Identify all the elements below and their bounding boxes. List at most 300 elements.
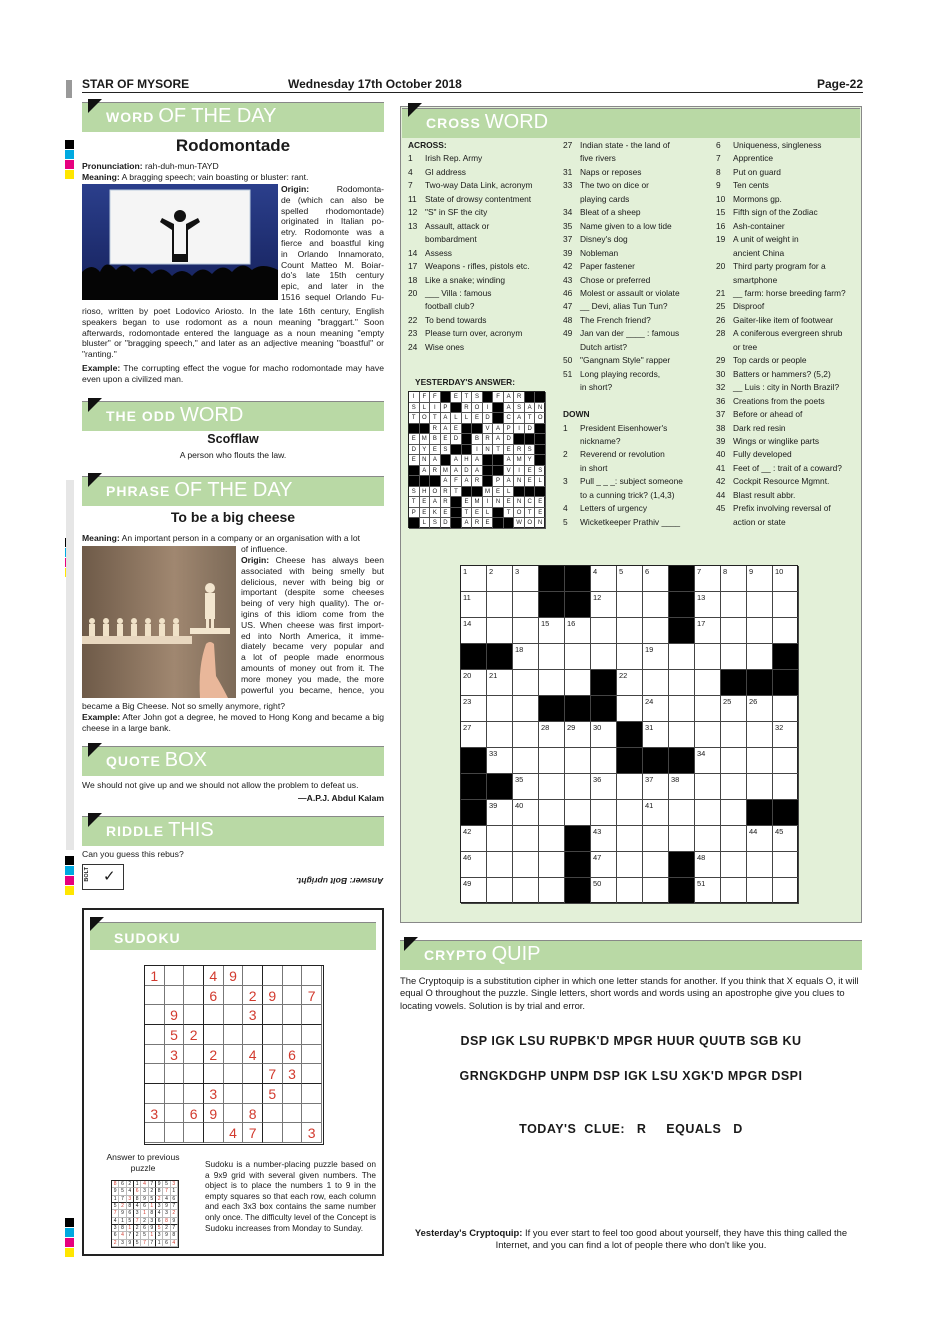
grid-cell[interactable] [539,800,565,826]
grid-cell[interactable] [513,670,539,696]
grid-cell[interactable] [669,826,695,852]
grid-cell[interactable]: 42 [461,826,487,852]
clue-row [408,287,560,300]
grid-cell[interactable] [669,644,695,670]
grid-cell[interactable] [617,696,643,722]
grid-block [409,466,420,477]
grid-cell[interactable] [721,748,747,774]
grid-cell[interactable] [773,774,799,800]
grid-cell[interactable]: 31 [643,722,669,748]
answer-cell: T [409,497,420,508]
grid-cell[interactable] [721,722,747,748]
clue-row [408,274,560,287]
sudoku-cell[interactable] [302,966,322,986]
grid-cell[interactable] [669,800,695,826]
clue-text: Mormons gp. [733,193,782,204]
grid-cell[interactable] [695,722,721,748]
clue-text: playing cards [580,193,630,204]
sudoku-cell[interactable] [145,1084,165,1104]
clue-text: Letters of urgency [580,503,648,514]
grid-cell[interactable] [565,644,591,670]
grid-cell[interactable] [773,618,799,644]
sudoku-cell[interactable]: 3 [145,1104,165,1124]
grid-cell[interactable]: 33 [487,748,513,774]
grid-cell[interactable]: 45 [773,826,799,852]
sudoku-cell[interactable]: 6 [204,986,224,1006]
grid-cell[interactable] [721,618,747,644]
sudoku-answer-cell: 3 [134,1210,141,1217]
answer-cell: R [483,434,494,445]
sudoku-cell[interactable] [283,1025,303,1045]
sudoku-cell[interactable] [224,1005,244,1025]
sudoku-cell[interactable] [302,1064,322,1084]
sudoku-cell[interactable] [243,1084,263,1104]
sudoku-cell[interactable]: 3 [302,1123,322,1143]
clue-number: 20 [716,261,726,272]
sudoku-cell[interactable] [204,1123,224,1143]
grid-cell[interactable] [487,696,513,722]
sudoku-cell[interactable]: 9 [224,966,244,986]
answer-cell: O [514,508,525,519]
clue-number: 8 [716,166,721,177]
answer-cell: N [493,497,504,508]
grid-cell[interactable]: 22 [617,670,643,696]
grid-cell[interactable]: 12 [591,592,617,618]
grid-cell[interactable] [747,644,773,670]
clue-text: in short? [580,382,613,393]
grid-cell[interactable] [513,618,539,644]
grid-block [493,466,504,477]
sudoku-cell[interactable] [243,1064,263,1084]
grid-cell[interactable]: 26 [747,696,773,722]
grid-cell[interactable]: 17 [695,618,721,644]
grid-cell[interactable]: 25 [721,696,747,722]
grid-cell[interactable] [773,878,799,904]
sudoku-answer-cell: 2 [112,1240,119,1247]
sudoku-answer-cell: 5 [134,1240,141,1247]
grid-cell[interactable] [617,644,643,670]
answer-cell: R [514,445,525,456]
sudoku-cell[interactable] [263,1025,283,1045]
answer-cell: F [430,392,441,403]
text-line: Count Matteo M. Boiar- [281,259,384,270]
grid-block [669,852,695,878]
grid-cell[interactable] [773,592,799,618]
sudoku-answer-grid [111,1180,179,1248]
sudoku-answer-caption: Answer to previous puzzle [106,1152,180,1173]
grid-cell[interactable]: 30 [591,722,617,748]
grid-cell[interactable] [669,670,695,696]
answer-cell: S [472,392,483,403]
sudoku-cell[interactable] [145,1025,165,1045]
sudoku-cell[interactable] [263,1005,283,1025]
sudoku-cell[interactable] [224,1104,244,1124]
grid-cell[interactable]: 19 [643,644,669,670]
sudoku-cell[interactable] [145,1123,165,1143]
grid-cell[interactable] [565,748,591,774]
grid-cell[interactable] [539,826,565,852]
grid-cell[interactable]: 44 [747,826,773,852]
clue-text: A coniferous evergreen shrub [733,328,843,339]
grid-cell[interactable] [695,774,721,800]
sudoku-cell[interactable]: 3 [283,1064,303,1084]
sudoku-cell[interactable]: 7 [243,1123,263,1143]
sudoku-cell[interactable] [224,1025,244,1045]
sudoku-cell[interactable] [302,1025,322,1045]
grid-cell[interactable]: 38 [669,774,695,800]
answer-cell: A [514,413,525,424]
grid-cell[interactable] [513,592,539,618]
sudoku-cell[interactable] [145,1064,165,1084]
grid-cell[interactable] [513,826,539,852]
sudoku-cell[interactable] [184,966,204,986]
grid-cell[interactable] [721,800,747,826]
grid-cell[interactable]: 34 [695,748,721,774]
grid-block [493,413,504,424]
grid-cell[interactable] [643,826,669,852]
grid-cell[interactable]: 13 [695,592,721,618]
clue-text: or tree [733,341,758,352]
sudoku-cell[interactable] [165,1123,185,1143]
clue-number: 44 [716,489,726,500]
grid-cell[interactable] [487,722,513,748]
clue-row [716,502,862,515]
answer-cell: N [514,497,525,508]
grid-cell[interactable]: 37 [643,774,669,800]
grid-cell[interactable] [721,826,747,852]
answer-cell: E [451,424,462,435]
grid-cell[interactable] [617,618,643,644]
grid-cell[interactable] [695,826,721,852]
sudoku-cell[interactable]: 3 [243,1005,263,1025]
sudoku-cell[interactable] [243,966,263,986]
clue-number: 43 [563,274,573,285]
grid-cell[interactable] [669,696,695,722]
grid-cell[interactable]: 49 [461,878,487,904]
sudoku-cell[interactable]: 9 [165,1005,185,1025]
sudoku-cell[interactable] [145,986,165,1006]
grid-cell[interactable]: 8 [721,566,747,592]
cryptoquip-line1: DSP IGK LSU RUPBK'D MPGR HUUR QUUTB SGB KU [460,1034,802,1048]
sudoku-cell[interactable]: 3 [165,1045,185,1065]
grid-cell[interactable] [695,696,721,722]
clue-row [716,300,862,313]
answer-cell: L [420,518,431,529]
answer-cell: T [525,508,536,519]
grid-cell[interactable]: 18 [513,644,539,670]
sudoku-cell[interactable] [263,1104,283,1124]
grid-block [451,508,462,519]
grid-cell[interactable]: 16 [565,618,591,644]
grid-cell[interactable] [539,748,565,774]
sudoku-cell[interactable] [184,1045,204,1065]
grid-block [535,487,546,498]
grid-cell[interactable] [617,774,643,800]
grid-cell[interactable] [747,748,773,774]
sudoku-cell[interactable]: 9 [263,986,283,1006]
clue-text: A unit of weight in [733,234,799,245]
sudoku-cell[interactable]: 5 [263,1084,283,1104]
sudoku-cell[interactable] [263,1045,283,1065]
grid-cell[interactable] [513,696,539,722]
sudoku-cell[interactable] [302,1084,322,1104]
grid-cell[interactable] [617,800,643,826]
grid-cell[interactable]: 7 [695,566,721,592]
clue-text: GI address [425,166,466,177]
answer-cell: T [462,508,473,519]
grid-cell[interactable]: 11 [461,592,487,618]
sudoku-cell[interactable] [184,1084,204,1104]
grid-cell[interactable]: 36 [591,774,617,800]
grid-cell[interactable]: 2 [487,566,513,592]
clue-number: 7 [408,180,413,191]
clue-row [408,179,560,192]
grid-cell[interactable]: 1 [461,566,487,592]
grid-cell[interactable]: 3 [513,566,539,592]
sudoku-cell[interactable]: 7 [263,1064,283,1084]
grid-cell[interactable]: 50 [591,878,617,904]
sudoku-cell[interactable]: 6 [283,1045,303,1065]
odd-word: Scofflaw [207,432,259,446]
grid-cell[interactable] [591,800,617,826]
sudoku-cell[interactable] [283,966,303,986]
sudoku-cell[interactable] [302,1045,322,1065]
grid-cell[interactable] [721,644,747,670]
grid-cell[interactable] [565,800,591,826]
clue-row [563,179,715,192]
grid-cell[interactable] [721,592,747,618]
sudoku-cell[interactable]: 7 [302,986,322,1006]
grid-block [535,392,546,403]
sudoku-answer-cell: 9 [119,1210,126,1217]
grid-cell[interactable] [643,670,669,696]
grid-cell[interactable]: 51 [695,878,721,904]
clue-number: 33 [563,180,573,191]
grid-cell[interactable] [617,878,643,904]
sudoku-cell[interactable] [224,1045,244,1065]
clue-number: 1 [408,153,413,164]
sudoku-cell[interactable] [302,1104,322,1124]
sudoku-cell[interactable] [283,1104,303,1124]
grid-cell[interactable]: 43 [591,826,617,852]
grid-cell[interactable] [487,592,513,618]
sudoku-answer-cell: 1 [156,1240,163,1247]
grid-cell[interactable] [747,852,773,878]
sudoku-cell[interactable] [243,1025,263,1045]
clue-text: "S" in SF the city [425,207,488,218]
clue-number: 51 [563,368,573,379]
grid-cell[interactable]: 15 [539,618,565,644]
grid-cell[interactable] [539,878,565,904]
grid-cell[interactable] [643,852,669,878]
grid-cell[interactable] [669,722,695,748]
grid-cell[interactable] [747,722,773,748]
grid-cell[interactable] [539,774,565,800]
grid-cell[interactable]: 32 [773,722,799,748]
grid-cell[interactable] [695,800,721,826]
grid-cell[interactable] [591,644,617,670]
grid-cell[interactable] [721,878,747,904]
grid-cell[interactable] [487,618,513,644]
sudoku-cell[interactable] [165,1104,185,1124]
sudoku-cell[interactable] [224,1064,244,1084]
sudoku-cell[interactable] [224,986,244,1006]
grid-cell[interactable] [591,618,617,644]
grid-cell[interactable] [747,618,773,644]
sudoku-cell[interactable] [283,986,303,1006]
sudoku-cell[interactable] [204,1064,224,1084]
cryptoquip-banner: CRYPTO QUIP [400,940,862,970]
clue-number: 34 [563,207,573,218]
grid-cell[interactable]: 46 [461,852,487,878]
answer-cell: B [472,434,483,445]
sudoku-cell[interactable]: 1 [145,966,165,986]
grid-cell[interactable] [747,592,773,618]
clue-text: Wings or winglike parts [733,435,820,446]
sudoku-cell[interactable] [165,1084,185,1104]
grid-cell[interactable] [617,852,643,878]
grid-cell[interactable]: 5 [617,566,643,592]
sudoku-cell[interactable] [165,986,185,1006]
sudoku-cell[interactable] [263,966,283,986]
grid-cell[interactable]: 10 [773,566,799,592]
yesterday-answer-grid [408,391,545,528]
grid-cell[interactable]: 20 [461,670,487,696]
answer-cell: E [535,508,546,519]
grid-cell[interactable] [539,644,565,670]
grid-cell[interactable]: 6 [643,566,669,592]
grid-cell[interactable]: 40 [513,800,539,826]
header-edge-mark [66,80,72,98]
sudoku-cell[interactable]: 3 [204,1084,224,1104]
sudoku-cell[interactable] [263,1123,283,1143]
grid-cell[interactable] [539,670,565,696]
sudoku-cell[interactable] [283,1005,303,1025]
sudoku-answer-cell: 2 [134,1225,141,1232]
sudoku-cell[interactable] [184,1123,204,1143]
grid-cell[interactable] [695,644,721,670]
sudoku-cell[interactable]: 5 [165,1025,185,1045]
clue-text: Top cards or people [733,355,807,366]
clue-row [408,247,560,260]
sudoku-cell[interactable]: 4 [224,1123,244,1143]
grid-cell[interactable] [721,852,747,878]
sudoku-cell[interactable] [204,1005,224,1025]
grid-cell[interactable] [773,696,799,722]
grid-cell[interactable]: 48 [695,852,721,878]
grid-cell[interactable] [773,748,799,774]
grid-cell[interactable]: 35 [513,774,539,800]
grid-cell[interactable]: 14 [461,618,487,644]
sudoku-cell[interactable] [283,1123,303,1143]
grid-cell[interactable]: 28 [539,722,565,748]
grid-cell[interactable]: 39 [487,800,513,826]
sudoku-cell[interactable] [184,1005,204,1025]
phrase: To be a big cheese [170,509,296,525]
grid-cell[interactable]: 9 [747,566,773,592]
grid-cell[interactable] [513,878,539,904]
sudoku-cell[interactable]: 9 [204,1104,224,1124]
grid-block [420,476,431,487]
sudoku-cell[interactable] [184,986,204,1006]
sudoku-answer-cell: 7 [112,1210,119,1217]
sudoku-cell[interactable]: 8 [243,1104,263,1124]
grid-cell[interactable]: 21 [487,670,513,696]
grid-cell[interactable] [487,878,513,904]
color-bar-swatch [65,150,74,159]
clue-text: Assault, attack or [425,220,490,231]
grid-cell[interactable] [513,722,539,748]
grid-cell[interactable]: 29 [565,722,591,748]
sudoku-cell[interactable] [145,1045,165,1065]
grid-cell[interactable] [617,826,643,852]
sudoku-cell[interactable] [224,1084,244,1104]
grid-cell[interactable]: 41 [643,800,669,826]
grid-cell[interactable] [487,852,513,878]
grid-cell[interactable] [643,878,669,904]
sudoku-answer-cell: 9 [163,1232,170,1239]
grid-block [669,878,695,904]
grid-cell[interactable] [565,670,591,696]
sudoku-cell[interactable] [204,1025,224,1045]
answer-cell: I [430,403,441,414]
sudoku-answer-cell: 4 [119,1232,126,1239]
grid-cell[interactable] [747,774,773,800]
sudoku-cell[interactable]: 6 [184,1104,204,1124]
grid-cell[interactable]: 23 [461,696,487,722]
grid-cell[interactable]: 24 [643,696,669,722]
grid-cell[interactable] [773,852,799,878]
grid-block [539,566,565,592]
sudoku-answer-cell: 6 [127,1210,134,1217]
grid-cell[interactable] [539,852,565,878]
answer-cell: E [409,455,420,466]
sudoku-cell[interactable]: 2 [204,1045,224,1065]
yesterday-answer-label: YESTERDAY'S ANSWER: [415,377,516,387]
answer-cell: R [430,424,441,435]
sudoku-cell[interactable] [165,1064,185,1084]
sudoku-cell[interactable] [165,966,185,986]
sudoku-cell[interactable]: 4 [204,966,224,986]
sudoku-cell[interactable]: 2 [184,1025,204,1045]
grid-cell[interactable]: 27 [461,722,487,748]
sudoku-cell[interactable] [145,1005,165,1025]
sudoku-cell[interactable]: 2 [243,986,263,1006]
grid-cell[interactable] [643,592,669,618]
sudoku-answer-cell: 6 [119,1181,126,1188]
grid-cell[interactable] [721,774,747,800]
grid-cell[interactable] [747,878,773,904]
answer-cell: A [525,403,536,414]
grid-cell[interactable]: 47 [591,852,617,878]
grid-cell[interactable] [487,826,513,852]
grid-cell[interactable] [617,592,643,618]
sudoku-cell[interactable] [184,1064,204,1084]
sudoku-cell[interactable] [302,1005,322,1025]
grid-cell[interactable] [513,852,539,878]
grid-cell[interactable] [591,748,617,774]
grid-cell[interactable]: 4 [591,566,617,592]
grid-cell[interactable] [643,618,669,644]
grid-cell[interactable] [513,748,539,774]
clue-number: 42 [563,261,573,272]
grid-cell[interactable] [565,774,591,800]
sudoku-cell[interactable]: 4 [243,1045,263,1065]
grid-cell[interactable] [695,670,721,696]
clue-text: To bend towards [425,314,487,325]
sudoku-cell[interactable] [283,1084,303,1104]
wotd-pronunciation: Pronunciation: rah-duh-mun-TAYD [82,161,219,171]
